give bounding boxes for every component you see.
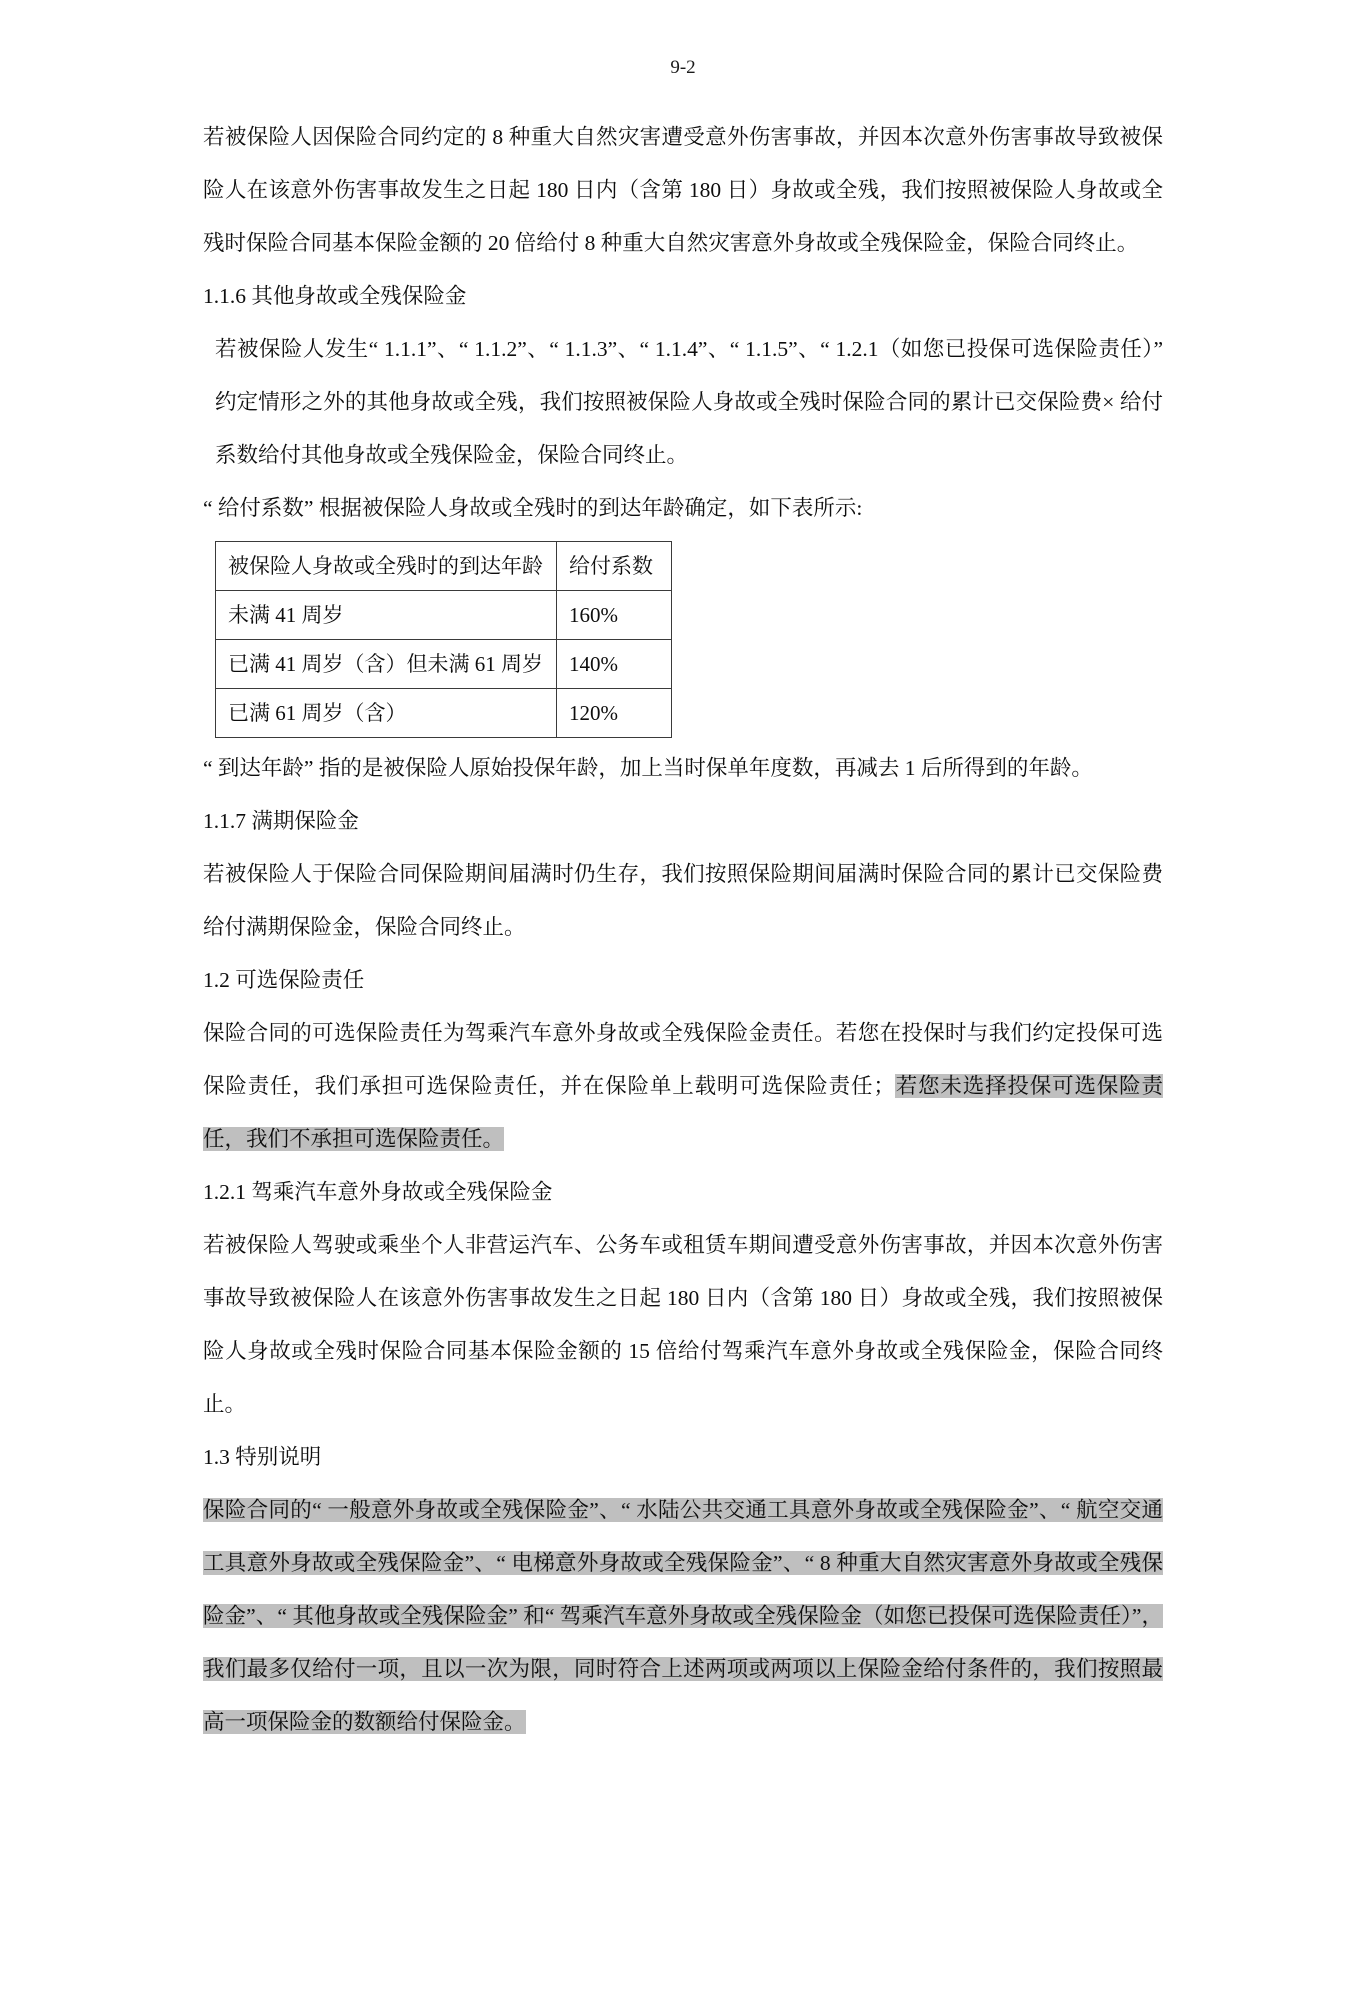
document-body	[203, 79, 1163, 1749]
paragraph-1-2-plain: 保险合同的可选保险责任为驾乘汽车意外身故或全残保险金责任。若您在投保时与我们约定投保可选保险责任，我们承担可选保险责任，并在保险单上载明可选保险责任；	[203, 1021, 1163, 1098]
table-row	[216, 689, 672, 738]
table-row	[216, 591, 672, 640]
paragraph-1-1-7: 若被保险人于保险合同保险期间届满时仍生存，我们按照保险期间届满时保险合同的累计已交保险费给付满期保险金，保险合同终止。	[203, 862, 1163, 939]
table-header-row	[216, 542, 672, 591]
table-cell-age: 已满 61 周岁（含）	[216, 689, 557, 738]
table-cell-age: 已满 41 周岁（含）但未满 61 周岁	[216, 640, 557, 689]
paragraph-1-2-highlighted: 若您未选择投保可选保险责任，我们不承担可选保险责任。	[203, 1074, 1163, 1151]
table-header-coefficient: 给付系数	[557, 542, 672, 591]
paragraph-attained-age-definition: “ 到达年龄” 指的是被保险人原始投保年龄，加上当时保单年度数，再减去 1 后所得到的年龄。	[203, 756, 1093, 780]
heading-1-2-1: 1.2.1 驾乘汽车意外身故或全残保险金	[203, 1180, 553, 1204]
heading-1-2: 1.2 可选保险责任	[203, 968, 365, 992]
page-number-header: 9-2	[670, 57, 696, 78]
table-row	[216, 640, 672, 689]
paragraph-coefficient-intro: “ 给付系数” 根据被保险人身故或全残时的到达年龄确定，如下表所示:	[203, 496, 863, 520]
paragraph-1-1-6: 若被保险人发生“ 1.1.1”、“ 1.1.2”、“ 1.1.3”、“ 1.1.4”、“ 1.1.5”、“ 1.2.1（如您已投保可选保险责任）” 约定情形之外的其他身故或全残，我们按照被保险人身故或全残时保险合同的累计已交保险费× 给付系数给付其他身故或全残保险金，保险合同终止。	[215, 337, 1163, 467]
heading-1-3: 1.3 特别说明	[203, 1445, 322, 1469]
table-cell-coefficient: 120%	[557, 689, 672, 738]
paragraph-1-3-highlighted: 保险合同的“ 一般意外身故或全残保险金”、“ 水陆公共交通工具意外身故或全残保险金”、“ 航空交通工具意外身故或全残保险金”、“ 电梯意外身故或全残保险金”、“ 8 种重大自然灾害意外身故或全残保险金”、“ 其他身故或全残保险金” 和“ 驾乘汽车意外身故或全残保险金（如您已投保可选保险责任）”，我们最多仅给付一项，且以一次为限，同时符合上述两项或两项以上保险金给付条件的，我们按照最高一项保险金的数额给付保险金。	[203, 1498, 1163, 1734]
table-header-age: 被保险人身故或全残时的到达年龄	[216, 542, 557, 591]
heading-1-1-6: 1.1.6 其他身故或全残保险金	[203, 284, 467, 308]
paragraph-8-disasters: 若被保险人因保险合同约定的 8 种重大自然灾害遭受意外伤害事故，并因本次意外伤害事故导致被保险人在该意外伤害事故发生之日起 180 日内（含第 180 日）身故或全残，我们按照被保险人身故或全残时保险合同基本保险金额的 20 倍给付 8 种重大自然灾害意外身故或全残保险金，保险合同终止。	[203, 125, 1163, 255]
table-cell-coefficient: 140%	[557, 640, 672, 689]
heading-1-1-7: 1.1.7 满期保险金	[203, 809, 359, 833]
table-cell-coefficient: 160%	[557, 591, 672, 640]
coefficient-table	[215, 541, 672, 738]
table-cell-age: 未满 41 周岁	[216, 591, 557, 640]
paragraph-1-2	[203, 1007, 1163, 1166]
paragraph-1-3	[203, 1484, 1163, 1749]
paragraph-1-2-1: 若被保险人驾驶或乘坐个人非营运汽车、公务车或租赁车期间遭受意外伤害事故，并因本次意外伤害事故导致被保险人在该意外伤害事故发生之日起 180 日内（含第 180 日）身故或全残，我们按照被保险人身故或全残时保险合同基本保险金额的 15 倍给付驾乘汽车意外身故或全残保险金，保险合同终止。	[203, 1233, 1163, 1416]
coefficient-table-wrapper	[203, 541, 1163, 738]
